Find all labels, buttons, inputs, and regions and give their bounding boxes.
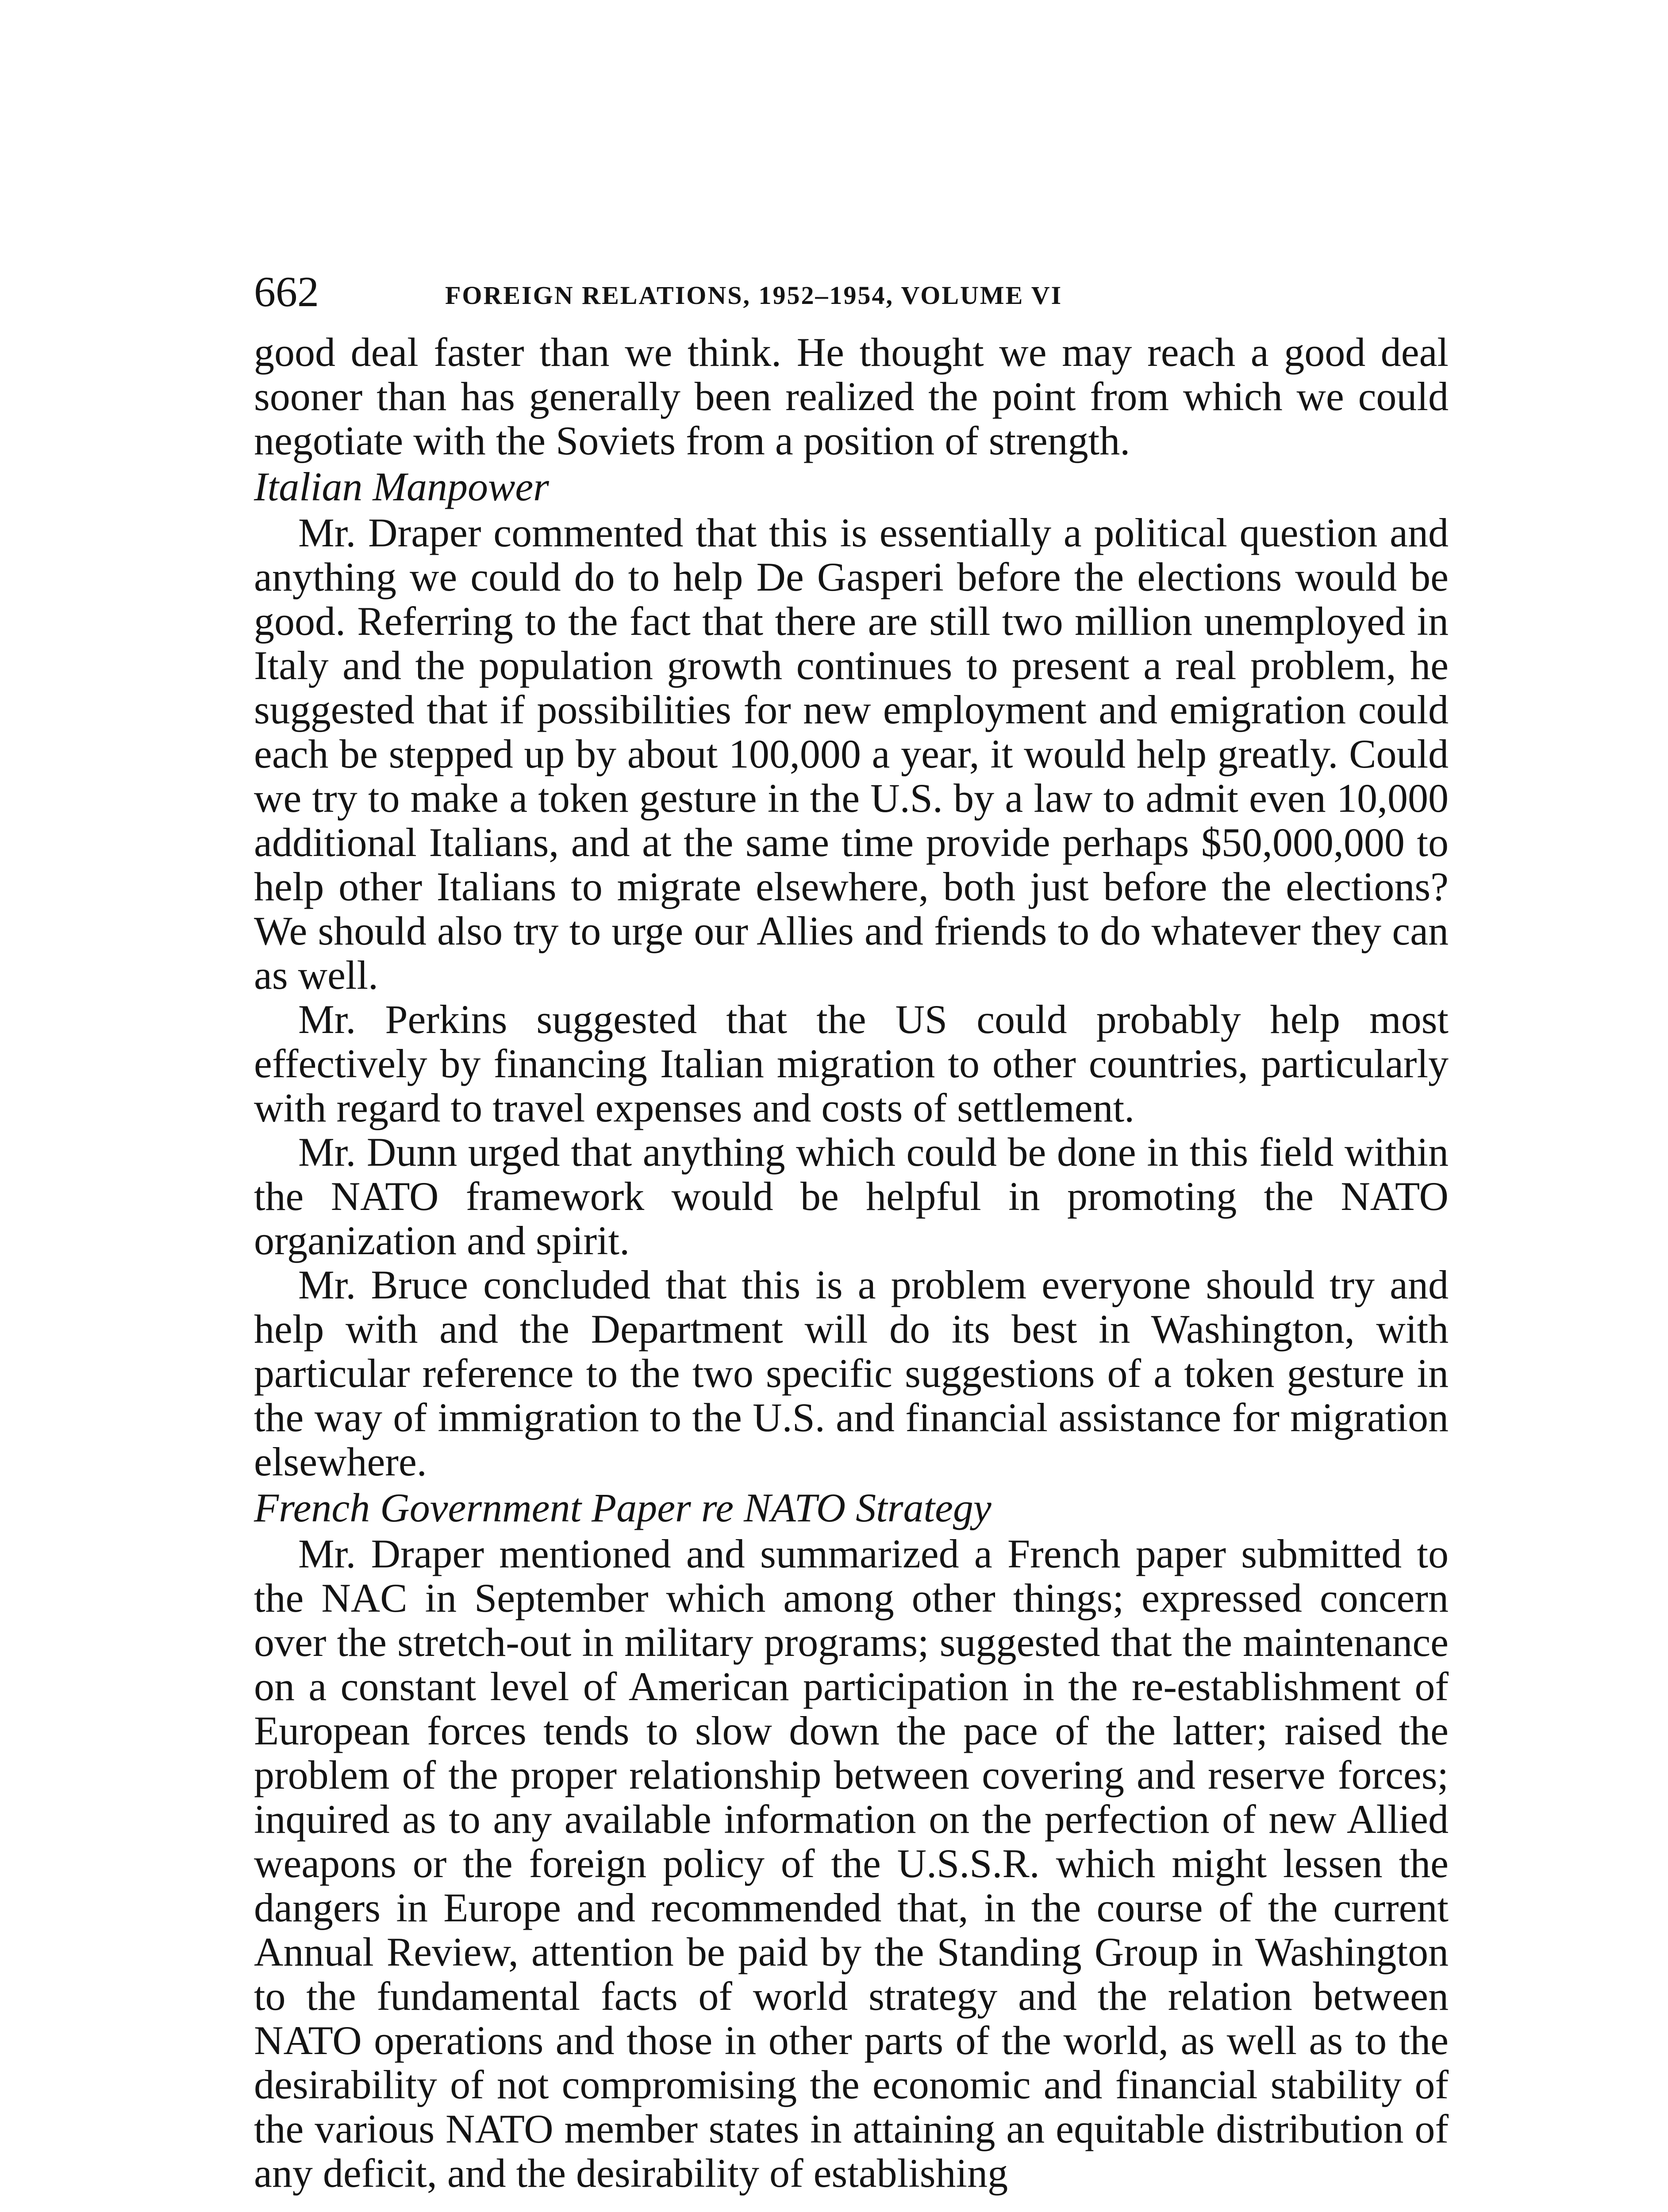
page-number: 662	[254, 268, 319, 316]
paragraph-draper-french-paper: Mr. Draper mentioned and summarized a French paper submitted to the NAC in September which among other things; expressed concern over the stretch-out in military programs; suggested that the maintenance on a constant level of American participation in the re-establishment of European forces tends to slow down the pace of the latter; raised the problem of the proper relationship between covering and reserve forces; inquired as to any available information on the perfection of new Allied weapons or the foreign policy of the U.S.S.R. which might lessen the dangers in Europe and recommended that, in the course of the current Annual Review, attention be paid by the Standing Group in Washington to the fundamental facts of world strategy and the relation between NATO operations and those in other parts of the world, as well as to the desirability of not compromising the economic and financial stability of the various NATO member states in attaining an equitable distribution of any deficit, and the desirability of establishing	[254, 1531, 1449, 2196]
running-title: FOREIGN RELATIONS, 1952–1954, VOLUME VI	[445, 281, 1063, 310]
body-text	[254, 330, 1449, 2195]
section-heading-italian-manpower: Italian Manpower	[254, 464, 549, 509]
paragraph-dunn: Mr. Dunn urged that anything which could be done in this field within the NATO framework would be helpful in promoting the NATO organization and spirit.	[254, 1129, 1449, 1263]
document-page	[254, 265, 1449, 2195]
paragraph-continuation: good deal faster than we think. He thought we may reach a good deal sooner than has generally been realized the point from which we could negotiate with the Soviets from a position of strength.	[254, 330, 1449, 463]
paragraph-perkins: Mr. Perkins suggested that the US could probably help most effectively by financing Italian migration to other countries, particularly with regard to travel expenses and costs of settlement.	[254, 997, 1449, 1130]
running-header	[254, 265, 1449, 319]
paragraph-draper-manpower: Mr. Draper commented that this is essentially a political question and anything we could do to help De Gasperi before the elections would be good. Referring to the fact that there are still two million unemployed in Italy and the population growth continues to present a real problem, he suggested that if possibilities for new employment and emigration could each be stepped up by about 100,000 a year, it would help greatly. Could we try to make a token gesture in the U.S. by a law to admit even 10,000 additional Italians, and at the same time provide perhaps $50,000,000 to help other Italians to migrate elsewhere, both just before the elections? We should also try to urge our Allies and friends to do whatever they can as well.	[254, 510, 1449, 998]
section-heading-french-paper: French Government Paper re NATO Strategy	[254, 1485, 992, 1530]
paragraph-bruce: Mr. Bruce concluded that this is a problem everyone should try and help with and the Department will do its best in Washington, with particular reference to the two specific suggestions of a token gesture in the way of immigration to the U.S. and financial assistance for migration elsewhere.	[254, 1262, 1449, 1484]
